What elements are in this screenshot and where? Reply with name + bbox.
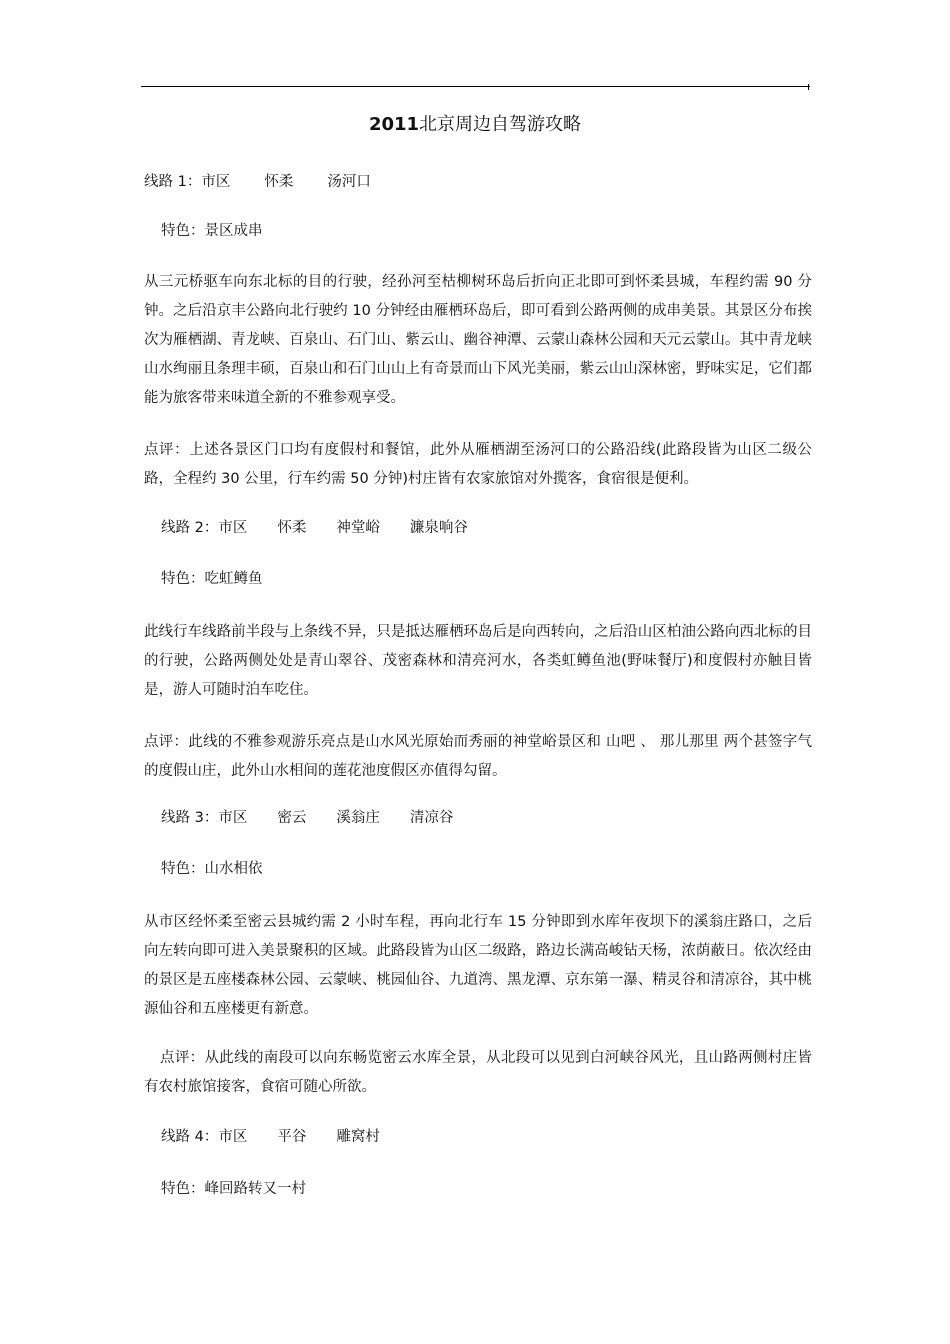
title-text: 北京周边自驾游攻略: [419, 114, 582, 135]
route-stop: 市区: [201, 174, 231, 190]
route-label: 线路 3：: [161, 810, 219, 826]
route-stop: 溪翁庄: [336, 810, 380, 826]
route-3-description: 从市区经怀柔至密云县城约需 2 小时车程，再向北行车 15 分钟即到水库年夜坝下的溪翁庄路口，之后向左转向即可进入美景聚积的区域。此路段皆为山区二级路，路边长满高峻钻天杨，浓荫蔽日。依次经由的景区是五座楼森林公园、云蒙峡、桃园仙谷、九道湾、黑龙潭、京东第一瀑、精灵谷和清凉谷，其中桃源仙谷和五座楼更有新意。: [144, 914, 812, 1017]
route-4-heading: [161, 1125, 380, 1149]
route-2-description: 此线行车线路前半段与上条线不异，只是抵达雁栖环岛后是向西转向，之后沿山区柏油公路向西北标的目的行驶，公路两侧处处是青山翠谷、茂密森林和清亮河水，各类虹鳟鱼池(野味餐厅)和度假村亦触目皆是，游人可随时泊车吃住。: [144, 624, 812, 698]
route-stop: 市区: [218, 1129, 248, 1145]
route-label: 线路 4：: [161, 1129, 219, 1145]
route-stop: 神堂峪: [336, 520, 380, 536]
route-stop: 怀柔: [264, 174, 294, 190]
route-stop: 雕窝村: [336, 1129, 380, 1145]
route-2-comment: 点评：此线的不雅参观游乐亮点是山水风光原始而秀丽的神堂峪景区和 山吧 、 那儿那里 两个甚签字气的度假山庄，此外山水相间的莲花池度假区亦值得勾留。: [144, 734, 812, 779]
header-rule: [141, 86, 810, 87]
route-4-feature: 特色：峰回路转又一村: [161, 1181, 306, 1197]
route-3-comment: 点评：从此线的南段可以向东畅览密云水库全景，从北段可以见到白河峡谷风光，且山路两侧村庄皆有农村旅馆接客，食宿可随心所欲。: [144, 1050, 812, 1095]
route-3-feature: 特色：山水相依: [161, 861, 263, 877]
page-title: [0, 112, 950, 138]
route-stop: 濂泉响谷: [409, 520, 468, 536]
route-stop: 平谷: [277, 1129, 307, 1145]
route-1-description: 从三元桥驱车向东北标的目的行驶，经孙河至枯柳树环岛后折向正北即可到怀柔县城，车程约需 90 分钟。之后沿京丰公路向北行驶约 10 分钟经由雁栖环岛后，即可看到公路两侧的成串美景。其景区分布挨次为雁栖湖、青龙峡、百泉山、石门山、紫云山、幽谷神潭、云蒙山森林公园和天元云蒙山。其中青龙峡山水绚丽且条理丰硕，百泉山和石门山山上有奇景而山下风光美丽，紫云山山深林密，野味实足，它们都能为旅客带来味道全新的不雅参观享受。: [144, 274, 812, 406]
route-1-feature: 特色：景区成串: [161, 223, 263, 239]
route-label: 线路 2：: [161, 520, 219, 536]
route-1-heading: [144, 170, 371, 194]
route-3-heading: [161, 806, 453, 830]
route-stop: 清凉谷: [409, 810, 454, 826]
route-label: 线路 1：: [144, 174, 202, 190]
route-stop: 汤河口: [327, 174, 371, 190]
route-stop: 密云: [277, 810, 307, 826]
title-year: 2011: [368, 114, 420, 135]
route-2-heading: [161, 516, 468, 540]
route-stop: 市区: [218, 810, 248, 826]
route-stop: 怀柔: [277, 520, 307, 536]
route-1-comment: 点评：上述各景区门口均有度假村和餐馆，此外从雁栖湖至汤河口的公路沿线(此路段皆为山区二级公路，全程约 30 公里，行车约需 50 分钟)村庄皆有农家旅馆对外揽客，食宿很是便利。: [144, 442, 812, 487]
header-rule-end-mark: [808, 84, 809, 90]
route-stop: 市区: [218, 520, 248, 536]
route-2-feature: 特色：吃虹鳟鱼: [161, 571, 263, 587]
